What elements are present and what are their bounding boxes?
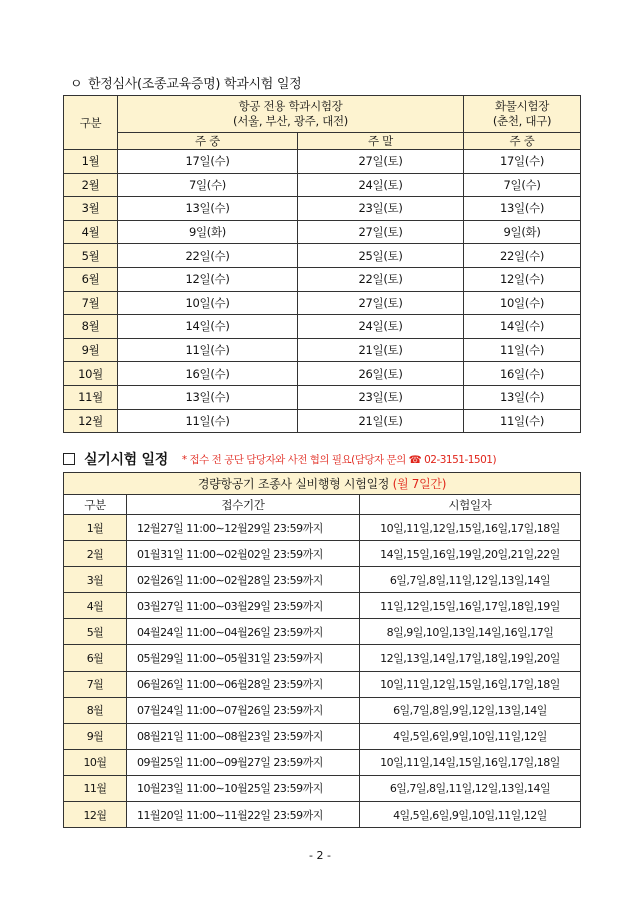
- table-row: [64, 593, 581, 619]
- period-cell: 09월25일 11:00∼09월27일 23:59까지: [127, 749, 360, 775]
- bullet-marker: ㅇ: [70, 77, 83, 92]
- cargo-cell: 14일(수): [464, 315, 581, 339]
- cargo-cell: 16일(수): [464, 362, 581, 386]
- table-row: [64, 267, 581, 291]
- cargo-cell: 22일(수): [464, 244, 581, 268]
- cargo-cell: 13일(수): [464, 197, 581, 221]
- practical-exam-table: [63, 472, 581, 828]
- month-cell: 2월: [64, 541, 127, 567]
- header-gubun: 구분: [64, 96, 118, 150]
- weekday-cell: 13일(수): [118, 197, 298, 221]
- month-cell: 6월: [64, 267, 118, 291]
- table-row: [64, 697, 581, 723]
- month-cell: 9월: [64, 723, 127, 749]
- weekend-cell: 27일(토): [298, 220, 464, 244]
- table-row: [64, 619, 581, 645]
- month-cell: 9월: [64, 338, 118, 362]
- period-cell: 02월26일 11:00∼02월28일 23:59까지: [127, 567, 360, 593]
- month-cell: 10월: [64, 362, 118, 386]
- header-exam-date: 시험일자: [360, 495, 581, 515]
- cargo-cell: 10일(수): [464, 291, 581, 315]
- period-cell: 05월29일 11:00∼05월31일 23:59까지: [127, 645, 360, 671]
- weekend-cell: 27일(토): [298, 150, 464, 174]
- weekend-cell: 25일(토): [298, 244, 464, 268]
- weekday-cell: 10일(수): [118, 291, 298, 315]
- weekend-cell: 21일(토): [298, 409, 464, 433]
- table-row: [64, 291, 581, 315]
- weekend-cell: 27일(토): [298, 291, 464, 315]
- weekend-cell: 24일(토): [298, 315, 464, 339]
- exam-date-cell: 10일,11일,12일,15일,16일,17일,18일: [360, 515, 581, 541]
- month-cell: 12월: [64, 802, 127, 828]
- exam-date-cell: 4일,5일,6일,9일,10일,11일,12일: [360, 802, 581, 828]
- month-cell: 5월: [64, 244, 118, 268]
- month-cell: 10월: [64, 749, 127, 775]
- cargo-cell: 17일(수): [464, 150, 581, 174]
- weekday-cell: 11일(수): [118, 409, 298, 433]
- weekend-cell: 24일(토): [298, 173, 464, 197]
- table-row: [64, 338, 581, 362]
- period-cell: 12월27일 11:00∼12월29일 23:59까지: [127, 515, 360, 541]
- cargo-cell: 9일(화): [464, 220, 581, 244]
- exam-date-cell: 12일,13일,14일,17일,18일,19일,20일: [360, 645, 581, 671]
- month-cell: 11월: [64, 385, 118, 409]
- table-row: [64, 315, 581, 339]
- month-cell: 7월: [64, 291, 118, 315]
- exam-date-cell: 4일,5일,6일,9일,10일,11일,12일: [360, 723, 581, 749]
- month-cell: 4월: [64, 220, 118, 244]
- period-cell: 10월23일 11:00∼10월25일 23:59까지: [127, 775, 360, 801]
- month-cell: 7월: [64, 671, 127, 697]
- section1-title: [70, 73, 301, 92]
- weekday-cell: 11일(수): [118, 338, 298, 362]
- period-cell: 11월20일 11:00∼11월22일 23:59까지: [127, 802, 360, 828]
- weekend-cell: 23일(토): [298, 385, 464, 409]
- month-cell: 2월: [64, 173, 118, 197]
- weekend-cell: 26일(토): [298, 362, 464, 386]
- exam-date-cell: 6일,7일,8일,11일,12일,13일,14일: [360, 775, 581, 801]
- written-exam-table: [63, 95, 581, 433]
- month-cell: 8월: [64, 697, 127, 723]
- exam-date-cell: 6일,7일,8일,11일,12일,13일,14일: [360, 567, 581, 593]
- table-row: [64, 409, 581, 433]
- period-cell: 01월31일 11:00∼02월02일 23:59까지: [127, 541, 360, 567]
- header-weekend: 주 말: [298, 133, 464, 150]
- table-row: [64, 802, 581, 828]
- exam-date-cell: 6일,7일,8일,9일,12일,13일,14일: [360, 697, 581, 723]
- cargo-cell: 12일(수): [464, 267, 581, 291]
- month-cell: 3월: [64, 567, 127, 593]
- cargo-cell: 7일(수): [464, 173, 581, 197]
- caption-text: 경량항공기 조종사 실비행형 시험일정: [197, 477, 390, 491]
- table-row: [64, 723, 581, 749]
- cargo-cell: 11일(수): [464, 409, 581, 433]
- table-row: [64, 567, 581, 593]
- period-cell: 06월26일 11:00∼06월28일 23:59까지: [127, 671, 360, 697]
- table-row: [64, 362, 581, 386]
- month-cell: 6월: [64, 645, 127, 671]
- weekend-cell: 23일(토): [298, 197, 464, 221]
- period-cell: 08월21일 11:00∼08월23일 23:59까지: [127, 723, 360, 749]
- header-period: 접수기간: [127, 495, 360, 515]
- page-number: - 2 -: [309, 849, 331, 862]
- weekday-cell: 7일(수): [118, 173, 298, 197]
- period-cell: 03월27일 11:00∼03월29일 23:59까지: [127, 593, 360, 619]
- table-row: [64, 220, 581, 244]
- exam-date-cell: 8일,9일,10일,13일,14일,16일,17일: [360, 619, 581, 645]
- table-row: [64, 515, 581, 541]
- table-row: [64, 671, 581, 697]
- section2-title: [63, 449, 496, 469]
- period-cell: 04월24일 11:00∼04월26일 23:59까지: [127, 619, 360, 645]
- month-cell: 3월: [64, 197, 118, 221]
- month-cell: 1월: [64, 150, 118, 174]
- section2-title-text: 실기시험 일정: [84, 452, 168, 468]
- table-row: [64, 749, 581, 775]
- month-cell: 5월: [64, 619, 127, 645]
- section2-note: * 접수 전 공단 담당자와 사전 협의 필요(담당자 문의 ☎ 02-3151-1501): [181, 453, 497, 466]
- weekday-cell: 17일(수): [118, 150, 298, 174]
- month-cell: 12월: [64, 409, 118, 433]
- month-cell: 1월: [64, 515, 127, 541]
- exam-date-cell: 10일,11일,14일,15일,16일,17일,18일: [360, 749, 581, 775]
- table-row: [64, 197, 581, 221]
- weekday-cell: 12일(수): [118, 267, 298, 291]
- caption-highlight: (월 7일간): [392, 477, 447, 491]
- month-cell: 8월: [64, 315, 118, 339]
- cargo-cell: 11일(수): [464, 338, 581, 362]
- table-row: [64, 645, 581, 671]
- exam-date-cell: 14일,15일,16일,19일,20일,21일,22일: [360, 541, 581, 567]
- weekday-cell: 13일(수): [118, 385, 298, 409]
- table-row: [64, 541, 581, 567]
- weekday-cell: 9일(화): [118, 220, 298, 244]
- weekend-cell: 22일(토): [298, 267, 464, 291]
- header-gubun: 구분: [64, 495, 127, 515]
- section1-title-text: 한정심사(조종교육증명) 학과시험 일정: [88, 77, 302, 92]
- period-cell: 07월24일 11:00∼07월26일 23:59까지: [127, 697, 360, 723]
- header-weekday: 주 중: [118, 133, 298, 150]
- table-row: [64, 385, 581, 409]
- checkbox-square-icon: [63, 453, 75, 465]
- weekday-cell: 14일(수): [118, 315, 298, 339]
- table-row: [64, 173, 581, 197]
- cargo-cell: 13일(수): [464, 385, 581, 409]
- table-caption: [64, 473, 581, 495]
- month-cell: 4월: [64, 593, 127, 619]
- weekday-cell: 16일(수): [118, 362, 298, 386]
- table-row: [64, 150, 581, 174]
- table-row: [64, 775, 581, 801]
- weekend-cell: 21일(토): [298, 338, 464, 362]
- table-row: [64, 244, 581, 268]
- header-cargo-weekday: 주 중: [464, 133, 581, 150]
- exam-date-cell: 11일,12일,15일,16일,17일,18일,19일: [360, 593, 581, 619]
- exam-date-cell: 10일,11일,12일,15일,16일,17일,18일: [360, 671, 581, 697]
- month-cell: 11월: [64, 775, 127, 801]
- header-aviation-group: 항공 전용 학과시험장 (서울, 부산, 광주, 대전): [118, 96, 464, 133]
- header-cargo-group: 화물시험장 (춘천, 대구): [464, 96, 581, 133]
- weekday-cell: 22일(수): [118, 244, 298, 268]
